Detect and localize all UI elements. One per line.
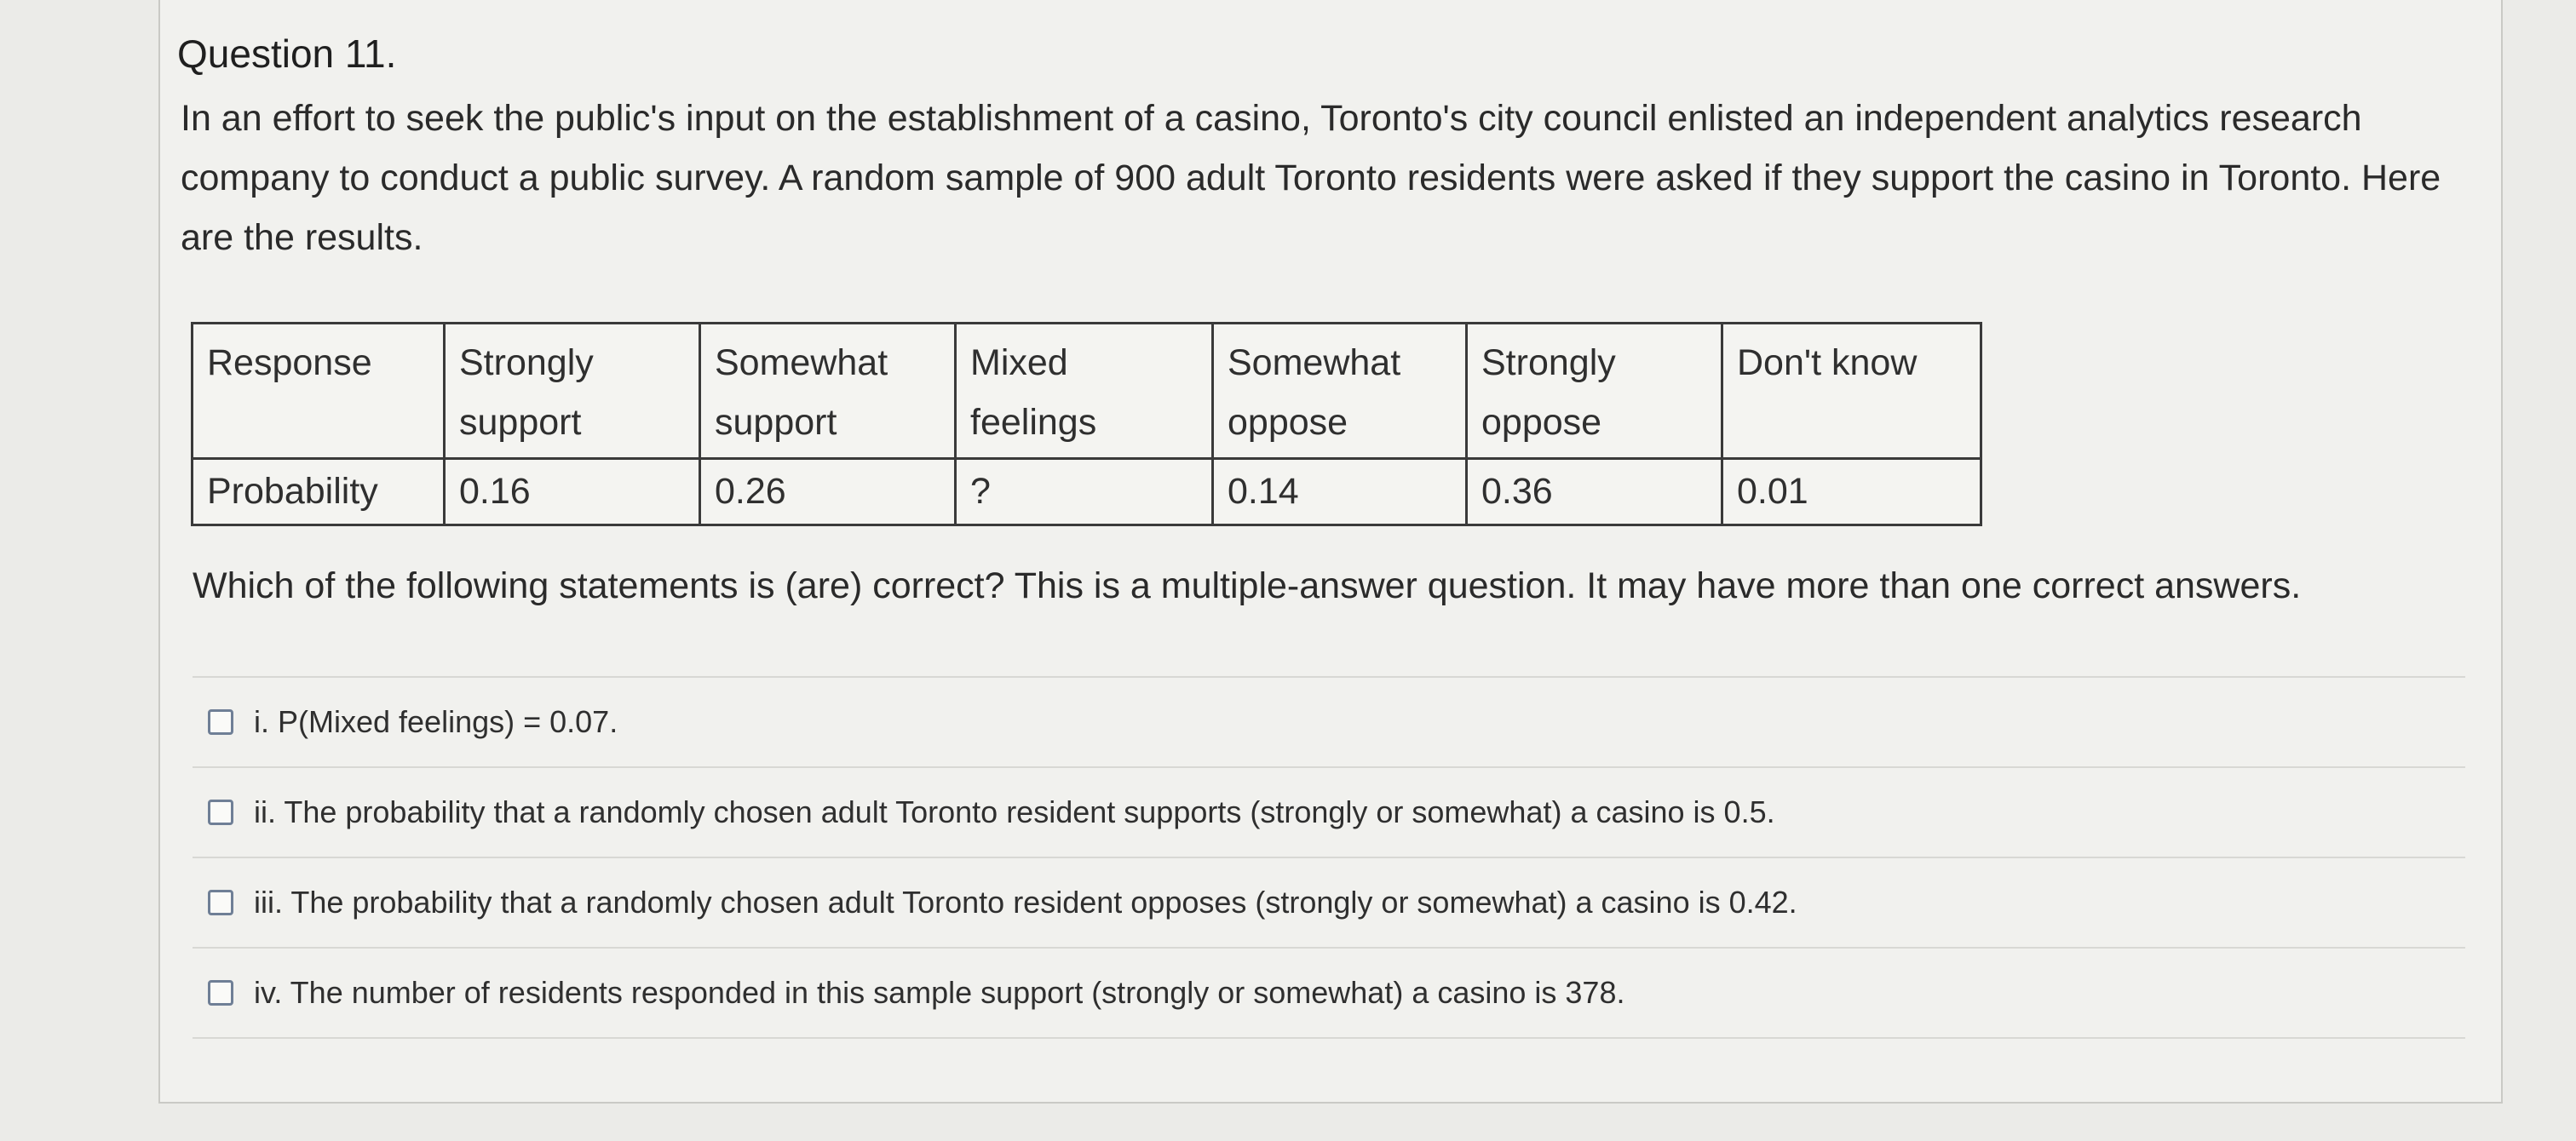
table-cell: Response	[193, 324, 445, 459]
checkbox[interactable]	[208, 800, 233, 825]
table-cell: Strongly support	[445, 324, 700, 459]
checkbox[interactable]	[208, 890, 233, 915]
answer-option-label[interactable]: iii. The probability that a randomly chosen adult Toronto resident opposes (strongly or somewhat) a casino is 0.42.	[254, 885, 1797, 920]
instructions-text: Which of the following statements is (are) correct? This is a multiple-answer question. It may have more than one correct answers.	[193, 565, 2302, 606]
table-header-row	[193, 324, 1981, 459]
answer-option-i[interactable]	[193, 678, 2465, 768]
table-probability-row	[193, 459, 1981, 525]
table-cell: Probability	[193, 459, 445, 525]
answer-option-iii[interactable]	[193, 858, 2465, 949]
answer-options	[193, 676, 2465, 1039]
answer-option-ii[interactable]	[193, 768, 2465, 858]
results-table	[191, 322, 1982, 526]
question-title: Question 11.	[177, 32, 397, 76]
table-cell: 0.14	[1213, 459, 1467, 525]
table-cell: 0.26	[700, 459, 956, 525]
table-cell: Somewhat oppose	[1213, 324, 1467, 459]
checkbox[interactable]	[208, 709, 233, 735]
table-cell: Don't know	[1722, 324, 1981, 459]
answer-option-label[interactable]: i. P(Mixed feelings) = 0.07.	[254, 704, 618, 739]
table-cell: Mixed feelings	[956, 324, 1213, 459]
table-cell: ?	[956, 459, 1213, 525]
question-body: In an effort to seek the public's input on the establishment of a casino, Toronto's city council enlisted an independent analytics research company to conduct a public survey. A random sample of 900 adult Toronto residents were asked if they support the casino in Toronto. Here are the results.	[181, 98, 2441, 258]
table-cell: 0.36	[1467, 459, 1722, 525]
answer-option-label[interactable]: ii. The probability that a randomly chosen adult Toronto resident supports (strongly or somewhat) a casino is 0.5.	[254, 794, 1775, 829]
checkbox[interactable]	[208, 980, 233, 1006]
answer-option-label[interactable]: iv. The number of residents responded in this sample support (strongly or somewhat) a casino is 378.	[254, 975, 1625, 1010]
table-cell: Somewhat support	[700, 324, 956, 459]
answer-option-iv[interactable]	[193, 949, 2465, 1039]
table-cell: Strongly oppose	[1467, 324, 1722, 459]
table-cell: 0.01	[1722, 459, 1981, 525]
table-cell: 0.16	[445, 459, 700, 525]
